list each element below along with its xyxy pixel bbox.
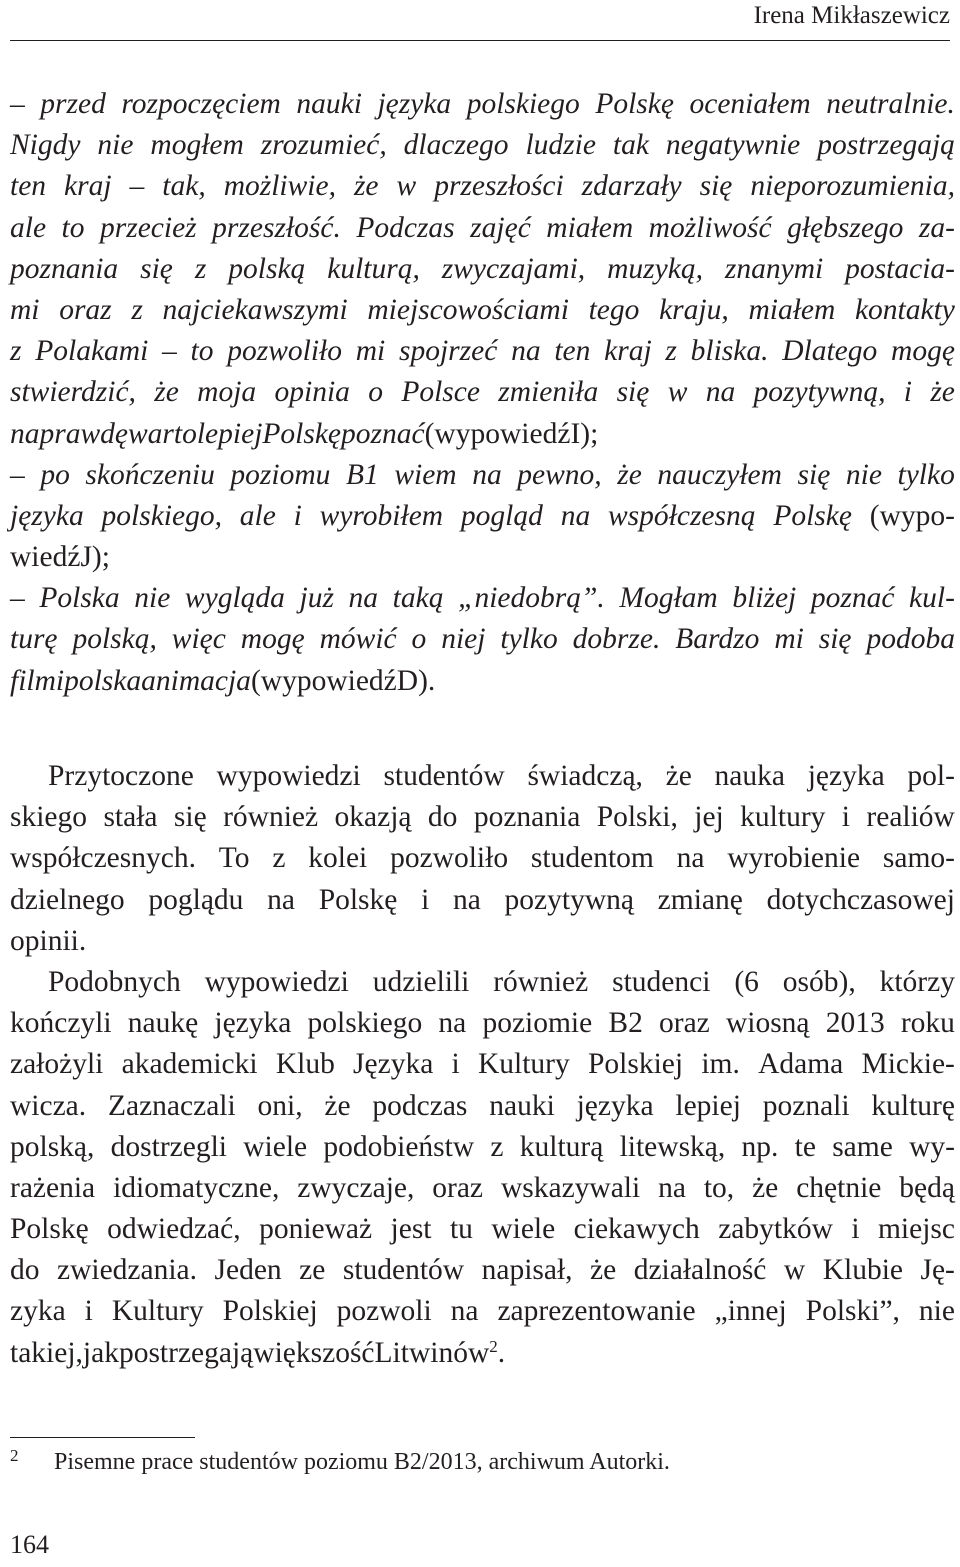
text-line: Podobnych wypowiedzi udzielili również studenci (6 osób), którzy <box>48 965 955 998</box>
text-line: Przytoczone wypowiedzi studentów świadczą, że nauka języka pol- <box>48 760 955 792</box>
student-quotes <box>10 84 955 702</box>
text-line: stwierdzić, że moja opinia o Polsce zmieniła się w na pozytywną, i że <box>10 376 955 409</box>
text-line: Polskę odwiedzać, ponieważ jest tu wiele ciekawych zabytków i miejsc <box>10 1213 955 1246</box>
text-line: kończyli naukę języka polskiego na poziomie B2 oraz wiosną 2013 roku <box>10 1007 955 1040</box>
body-text <box>10 756 955 1374</box>
text-line: polską, dostrzegli wiele podobieństw z kulturą litewską, np. te same wy- <box>10 1130 955 1163</box>
author-name: Irena Mikłaszewicz <box>753 2 950 29</box>
text-line: naprawdę warto lepiej Polskę poznać (wypowiedź I); <box>10 417 599 450</box>
text-line: – przed rozpoczęciem nauki języka polskiego Polskę oceniałem neutralnie. <box>10 88 955 120</box>
text-line: skiego stała się również okazją do poznania Polski, jej kultury i realiów <box>10 801 955 834</box>
page-number: 164 <box>10 1530 49 1559</box>
text-line: takiej, jak postrzega ją większość Litwinów$^2$. <box>10 1336 506 1369</box>
text-line: ten kraj – tak, możliwie, że w przeszłości zdarzały się nieporozumienia, <box>10 170 955 203</box>
footnote-number: 2 <box>10 1446 19 1465</box>
text-line: opinii. <box>10 924 87 957</box>
text-line: turę polską, więc mogę mówić o niej tylko dobrze. Bardzo mi się podoba <box>10 623 955 656</box>
text-line: współczesnych. To z kolei pozwoliło studentom na wyrobienie samo- <box>10 842 955 875</box>
text-line: – po skończeniu poziomu B1 wiem na pewno, że nauczyłem się nie tylko <box>10 458 955 491</box>
text-line: film i polska animacja (wypowiedź D). <box>10 664 436 697</box>
text-line: wicza. Zaznaczali oni, że podczas nauki języka lepiej poznali kulturę <box>10 1089 955 1122</box>
text-line: do zwiedzania. Jeden ze studentów napisał, że działalność w Klubie Ję- <box>10 1254 955 1287</box>
text-line: wiedź J); <box>10 541 110 574</box>
text-line: założyli akademicki Klub Języka i Kultury Polskiej im. Adama Mickie- <box>10 1048 955 1081</box>
footnote-text: Pisemne prace studentów poziomu B2/2013, archiwum Autorki. <box>54 1449 670 1475</box>
footnote-reference: 2 <box>489 1336 498 1356</box>
text-line: poznania się z polską kulturą, zwyczajami, muzyką, znanymi postacia- <box>10 252 955 285</box>
text-line: zyka i Kultury Polskiej pozwoli na zaprezentowanie „innej Polski”, nie <box>10 1295 955 1328</box>
footnote-separator <box>10 1437 195 1438</box>
text-line: – Polska nie wygląda już na taką „niedobrą”. Mogłam bliżej poznać kul- <box>10 582 955 615</box>
text-line: dzielnego poglądu na Polskę i na pozytywną zmianę dotychczasowej <box>10 883 955 916</box>
text-line: języka polskiego, ale i wyrobiłem pogląd na współczesną Polskę (wypo- <box>10 499 955 532</box>
text-line: rażenia idiomatyczne, zwyczaje, oraz wskazywali na to, że chętnie będą <box>10 1171 955 1204</box>
text-line: z Polakami – to pozwoliło mi spojrzeć na ten kraj z bliska. Dlatego mogę <box>10 335 955 368</box>
text-line: ale to przecież przeszłość. Podczas zajęć miałem możliwość głębszego za- <box>10 211 955 244</box>
text-line: mi oraz z najciekawszymi miejscowościami tego kraju, miałem kontakty <box>10 293 955 326</box>
text-line: Nigdy nie mogłem zrozumieć, dlaczego ludzie tak negatywnie postrzegają <box>10 129 955 162</box>
running-head <box>10 0 950 41</box>
